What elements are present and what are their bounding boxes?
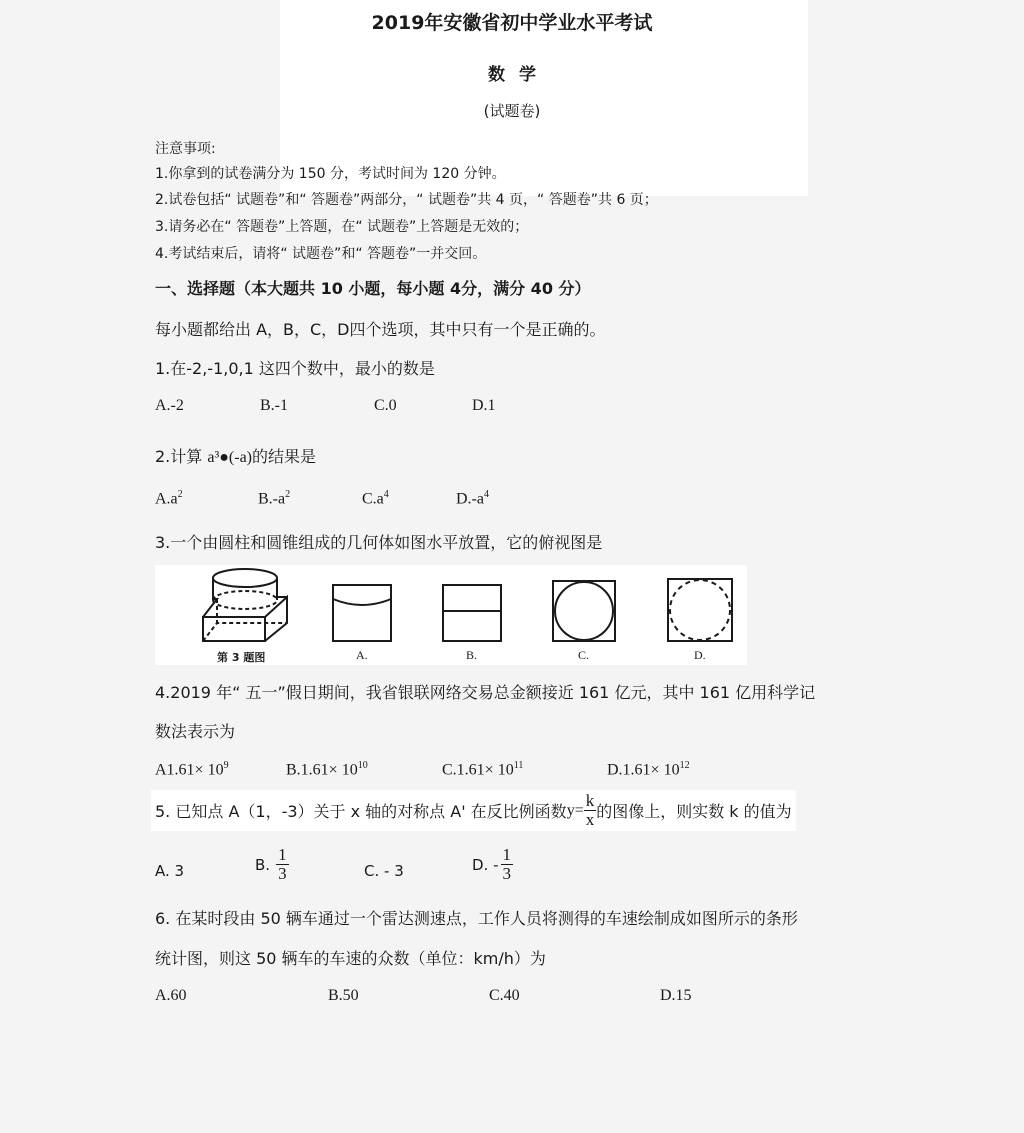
- solid-3d-drawing: [203, 569, 287, 641]
- q1-stem: 1.在-2,-1,0,1 这四个数中，最小的数是: [155, 359, 435, 378]
- q5-stem-suffix: 的图像上，则实数 k 的值为: [596, 802, 792, 821]
- q2-stem-suffix: 的结果是: [252, 447, 317, 466]
- q3-figure-svg: [155, 565, 747, 665]
- q6-stem-line2: 统计图，则这 50 辆车的车速的众数（单位：km/h）为: [155, 949, 546, 968]
- q3-stem: 3.一个由圆柱和圆锥组成的几何体如图水平放置，它的俯视图是: [155, 533, 603, 552]
- q3-figure: [155, 565, 747, 665]
- section-instruction: 每小题都给出 A，B，C，D四个选项，其中只有一个是正确的。: [155, 320, 606, 339]
- q5-option-c: C. - 3: [364, 862, 404, 880]
- q1-option-c: C.0: [374, 397, 397, 414]
- q4-stem-line1: 4.2019 年“ 五一”假日期间，我省银联网络交易总金额接近 161 亿元，其中 161 亿用科学记: [155, 683, 816, 702]
- note-item-4: 4.考试结束后，请将“ 试题卷”和“ 答题卷”一并交回。: [155, 246, 487, 262]
- q4-option-d: $D.1.61\times 10^{12}$: [607, 760, 690, 779]
- q4-stem-line2: 数法表示为: [155, 722, 236, 741]
- q6-stem-line1: 6. 在某时段由 50 辆车通过一个雷达测速点，工作人员将测得的车速绘制成如图所示的条形: [155, 909, 798, 928]
- q6-option-d: D.15: [660, 987, 692, 1004]
- view-c-label: C.: [578, 648, 590, 662]
- q2-option-d: $D.-a^4$: [456, 489, 489, 508]
- q6-option-c: C.40: [489, 987, 520, 1004]
- exam-subject: 数学: [488, 65, 550, 85]
- q5-stem: [151, 790, 796, 831]
- q5-function-lhs: y=: [566, 801, 584, 819]
- figure-caption: 第 3 题图: [217, 651, 266, 664]
- exam-volume: (试题卷): [483, 102, 541, 120]
- exam-title: 2019年安徽省初中学业水平考试: [371, 12, 653, 34]
- q4-option-a: $A1.61\times 10^9$: [155, 760, 229, 779]
- view-b-label: B.: [466, 648, 478, 662]
- q4-option-c: $C.1.61\times 10^{11}$: [442, 760, 524, 779]
- q1-option-d: D.1: [472, 397, 496, 414]
- q2-option-b: $B.-a^2$: [258, 489, 291, 508]
- q5-function-fraction: $\frac{k}{x}$: [585, 791, 595, 829]
- q2-expression: a³●(-a): [207, 449, 253, 466]
- q5-option-b: B. $\frac{1}{3}$: [255, 845, 287, 883]
- q2-stem-prefix: 2.计算: [155, 447, 208, 466]
- q2-stem: [155, 444, 316, 467]
- q5-option-d: D. - $\frac{1}{3}$: [472, 845, 511, 883]
- q5-option-a: A. 3: [155, 862, 185, 880]
- q6-option-b: B.50: [328, 987, 359, 1004]
- view-b-drawing: [443, 585, 501, 641]
- note-item-1: 1.你拿到的试卷满分为 150 分，考试时间为 120 分钟。: [155, 166, 506, 182]
- notes-heading: 注意事项:: [155, 141, 216, 157]
- view-a-label: A.: [356, 648, 368, 662]
- q2-option-a: $A.a^2$: [155, 489, 183, 508]
- note-item-2: 2.试卷包括“ 试题卷”和“ 答题卷”两部分，“ 试题卷”共 4 页，“ 答题卷”共 6 页；: [155, 192, 658, 208]
- section-title: 一、选择题（本大题共 10 小题，每小题 4分，满分 40 分）: [155, 279, 591, 298]
- view-c-drawing: [553, 581, 615, 641]
- view-d-label: D.: [694, 648, 706, 662]
- q6-option-a: A.60: [155, 987, 187, 1004]
- view-a-drawing: [333, 585, 391, 641]
- q4-option-b: $B.1.61\times 10^{10}$: [286, 760, 368, 779]
- view-d-drawing: [668, 579, 732, 641]
- note-item-3: 3.请务必在“ 答题卷”上答题，在“ 试题卷”上答题是无效的；: [155, 219, 529, 235]
- q5-stem-prefix: 5. 已知点 A（1，-3）关于 x 轴的对称点 A' 在反比例函数: [155, 802, 567, 821]
- q2-option-c: $C.a^4$: [362, 489, 389, 508]
- q1-option-a: A.-2: [155, 397, 184, 414]
- q1-option-b: B.-1: [260, 397, 288, 414]
